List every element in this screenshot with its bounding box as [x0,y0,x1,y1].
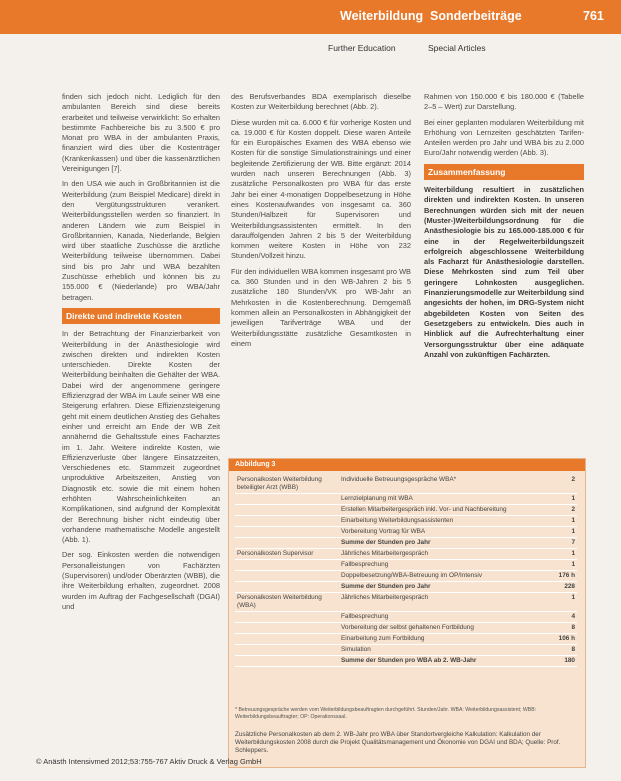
section-heading: Direkte und indirekte Kosten [62,308,220,324]
table-cell: Vorbereitung Vortrag für WBA [339,527,539,538]
table-cell: Fallbesprechung [339,560,539,571]
table-cell: Personalkosten Weiterbildung (WBA) [235,593,339,612]
table-cell [235,645,339,656]
table-cell [235,634,339,645]
table-cell: 228 [539,582,577,593]
table-row [235,656,577,667]
table-cell [235,582,339,593]
table-cell: 176 h [539,571,577,582]
paragraph: Rahmen von 150.000 € bis 180.000 € (Tabelle 2–5 – Wert) zur Darstellung. [424,92,584,112]
table-row [235,593,577,612]
table-row [235,494,577,505]
table-row [235,571,577,582]
table-cell: Fallbesprechung [339,612,539,623]
table-cell: Summe der Stunden pro Jahr [339,538,539,549]
table-cell: 1 [539,560,577,571]
table-cell: Lernzielplanung mit WBA [339,494,539,505]
header-sub-right: Special Articles [428,43,486,53]
cost-table [235,475,577,667]
table-cell: 1 [539,494,577,505]
table-row [235,527,577,538]
table-cell: 2 [539,505,577,516]
table-footnote: * Betreuungsgespräche werden vom Weiterbildungsbeauftragten durchgeführt. Stunden/Jahr. WBA: Weiterbildungsassistent; WBB: Weiterbildungsbeauftragter; OP: Operationssaal. [235,707,537,720]
header-section-title: Weiterbildung [340,9,424,23]
paragraph: finden sich jedoch nicht. Lediglich für den ambulanten Bereich sind diese bereits erarbeitet und teilweise verwirklicht: So erhalten bestimmte Fachbereiche bis zu 3.500 € pro Monat pro WBA in der ambulanten Praxis, finanziert wird dies über die Kostenträger (Krankenkassen) und über die kassenärztlichen Vereinigungen [7]. [62,92,220,174]
table-cell: 106 h [539,634,577,645]
figure-caption: Zusätzliche Personalkosten ab dem 2. WB-Jahr pro WBA über Standortvergleiche Kalkulation: Kalkulation der Weiterbildungskosten 2008 durch die Projekt Qualitätsmanagement und Ökonomie von DGAI und BDA; Quelle: Prof. Schleppers. [235,731,561,754]
table-row [235,634,577,645]
table-cell: 8 [539,623,577,634]
table-cell: 1 [539,593,577,612]
page-number: 761 [583,9,604,23]
paragraph: Diese wurden mit ca. 6.000 € für vorherige Kosten und ca. 19.000 € für Kosten doppelt. Diese waren Anteile für ein Europäisches Examen des WBA ebenso wie Kosten für die sonstige Simulationstrainings und einer begleitende Zertifizierung der WB. Bitte ergänzt: 2014 wurden nach unseren Berechnungen (Abb. 3) zusätzliche Personalkosten pro WBA für das erste Jahr bei einer 4-monatigen Doppelbesetzung in Höhe eines Kostenaufwandes von insgesamt ca. 360 Stunden/Halbzeit für Supervisoren und Weiterbildungsassistenten ermittelt. In den darauffolgenden Jahren 2 bis 5 der Weiterbildung kommen weitere Kosten in Höhe von 232 Stunden/Vollzeit hinzu. [231,117,411,261]
table-cell: 2 [539,475,577,494]
section-heading: Zusammenfassung [424,164,584,180]
table-cell: 1 [539,516,577,527]
table-cell [235,612,339,623]
table-cell: Erstellen Mitarbeitergespräch inkl. Vor- und Nachbereitung [339,505,539,516]
table-cell [235,527,339,538]
table-cell: Personalkosten Weiterbildung beteiligter Arzt (WBB) [235,475,339,494]
figure-table [228,458,586,768]
table-cell: 1 [539,527,577,538]
summary-paragraph: Weiterbildung resultiert in zusätzlichen direkten und indirekten Kosten. In unseren Berechnungen würden sich mit der neuen (Muster-)Weiterbildungsordnung für die Anästhesiologie bis zu 165.000-185.000 € für eine in der Regelweiterbildungszeit erfolgreich abgeschlossene Weiterbildung als Facharzt für Anästhesiologie darstellen. Diese Mehrkosten sind zum Teil über geringere Lohnkosten ausgeglichen. Finanzierungsmodelle zur Weiterbildung sind angesichts der hohen, im DRG-System nicht abgebildeten Kosten von Seiten des Gesetzgebers zu entwickeln. Dies auch in Hinblick auf die Aufrechterhaltung einer Versorgungsstruktur über eine adäquate Anzahl von zukünftigen Fachärzten. [424,185,584,359]
paragraph: des Berufsverbandes BDA exemplarisch dieselbe Kosten zur Weiterbildung berechnet (Abb. 2). [231,92,411,112]
table-cell: 1 [539,549,577,560]
header-sub-left: Further Education [328,43,396,53]
table-row [235,475,577,494]
table-cell: 8 [539,645,577,656]
table-cell [235,623,339,634]
table-cell: Vorbereitung der selbst gehaltenen Fortbildung [339,623,539,634]
table-cell: Jährliches Mitarbeitergespräch [339,593,539,612]
table-cell [235,516,339,527]
column-2 [231,92,411,354]
header-bar [0,0,621,34]
table-row [235,645,577,656]
table-row [235,549,577,560]
table-cell: 7 [539,538,577,549]
table-cell: Summe der Stunden pro WBA ab 2. WB-Jahr [339,656,539,667]
page-footer: © Anästh Intensivmed 2012;53:755-767 Aktiv Druck & Verlag GmbH [36,757,262,766]
paragraph: Bei einer geplanten modularen Weiterbildung mit Erhöhung von Lernzeiten geschätzten Tarifen-Anteilen werden pro Jahr und WBA bis zu 2.000 Euro/Jahr notwendig werden (Abb. 3). [424,117,584,158]
header-category: Sonderbeiträge [430,9,522,23]
table-cell: Einarbeitung Weiterbildungsassistenten [339,516,539,527]
table-row [235,538,577,549]
table-cell [235,656,339,667]
table-cell [235,560,339,571]
table-cell: Doppelbesetzung/WBA-Betreuung im OP/Intensiv [339,571,539,582]
table-cell: Einarbeitung zum Fortbildung [339,634,539,645]
paragraph: Für den individuellen WBA kommen insgesamt pro WB ca. 360 Stunden und in den WB-Jahren 2 bis 5 zusätzliche 180 Stunden/VK pro WB-Jahr an Mehrkosten in die Kostenberechnung. Demgemäß kommen allein an Personalkosten in Abhängigkeit der jeweiligen Tarifverträge WBA und der Weiterbildungsstätte zusätzliche Gesamtkosten in einem [231,266,411,348]
table-cell: Personalkosten Supervisor [235,549,339,560]
paragraph: In der Betrachtung der Finanzierbarkeit von Weiterbildung in der Anästhesiologie wird zwischen direkten und indirekten Kosten unterschieden. Direkte Kosten der Weiterbildung beinhalten die Gehälter der WBA. Dabei wird der angenommene geringere Effizienzgrad der WBA im Laufe seiner WB eine Steigerung erfahren. Diese Effizienzsteigerung geht mit einem deutlichen Anstieg des Gehaltes einher und erreicht am Ende der WB Zeit annähernd die Gehaltsstufe eines Facharztes im 1. Jahr. Weitere indirekte Kosten, wie Effizienzverluste über längere Einsatzzeiten, Verschiedenes etc. Stammzeit zugeordnet unproduktive Arbeitszeiten, Anstieg von Diagnostik etc. sowie die mit einem hohen erhöhten Wahrscheinlichkeiten an Komplikationen, sind aufgrund der Komplexität der Berechnung bisher nicht eindeutig über vorhandene mathematische Modelle angestellt (Abb. 1). [62,329,220,545]
table-cell: 180 [539,656,577,667]
table-row [235,582,577,593]
table-row [235,623,577,634]
table-cell [235,538,339,549]
table-cell: Summe der Stunden pro Jahr [339,582,539,593]
table-row [235,560,577,571]
table-row [235,516,577,527]
table-cell: Individuelle Betreuungsgespräche WBA* [339,475,539,494]
table-row [235,505,577,516]
table-cell: Jährliches Mitarbeitergespräch [339,549,539,560]
figure-title: Abbildung 3 [229,459,585,471]
table-row [235,612,577,623]
table-cell [235,494,339,505]
column-3 [424,92,584,365]
paragraph: In den USA wie auch in Großbritannien ist die Weiterbildung (zum Beispiel Medicare) direkt in den Vergütungsstrukturen verankert. Weiterbildungsstellen werden so finanziert. In anderen Ländern wie zum Beispiel in Großbritannien, Kanada, Niederlande, Belgien wird über staatliche Zuschüsse die ärztliche Weiterbildung teilweise übernommen. Dabei sind bis pro Jahr und WBA bezahlten Zuschüsse erheblich und können bis zu 155.000 € (Niederlande) pro WBA/Jahr betragen. [62,179,220,302]
table-cell: 4 [539,612,577,623]
column-1 [62,92,220,617]
table-cell: Simulation [339,645,539,656]
table-cell [235,571,339,582]
paragraph: Der sog. Einkosten werden die notwendigen Personalleistungen von Fachärzten (Supervisoren) und/oder Oberärzten (WBB), die ihre Weiterbildung erhalten, zugeordnet. 2008 wurden im Auftrag der Fachgesellschaft (DGAI) und [62,550,220,611]
table-cell [235,505,339,516]
